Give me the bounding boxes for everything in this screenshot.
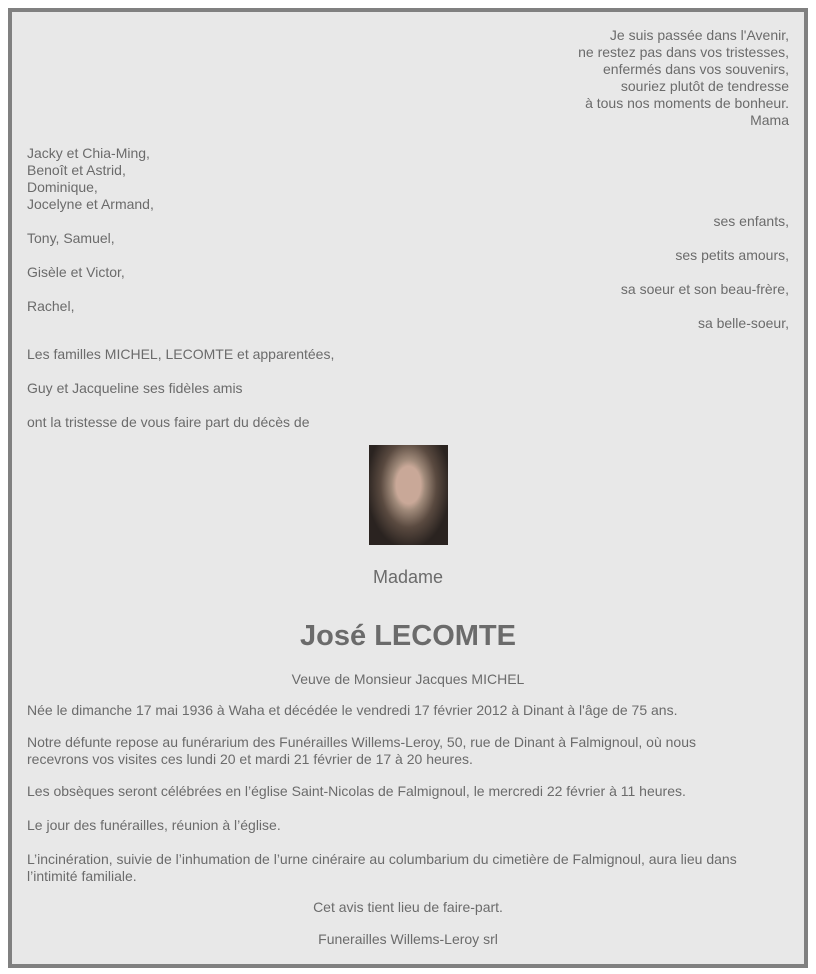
announcement-line: ont la tristesse de vous faire part du décès de [27, 414, 310, 430]
family-name: Gisèle et Victor, [27, 264, 125, 280]
family-name: Benoît et Astrid, [27, 162, 126, 178]
birth-death-paragraph: Née le dimanche 17 mai 1936 à Waha et décédée le vendredi 17 février 2012 à Dinant à l'âge de 75 ans. [27, 702, 678, 718]
poem-line: souriez plutôt de tendresse [620, 78, 789, 94]
families-line: Les familles MICHEL, LECOMTE et apparentées, [27, 346, 335, 362]
poem-line: à tous nos moments de bonheur. [585, 95, 789, 111]
family-name: Jacky et Chia-Ming, [27, 145, 150, 161]
role-label: ses petits amours, [675, 247, 789, 263]
poem-line: Je suis passée dans l'Avenir, [609, 27, 789, 43]
family-name: Jocelyne et Armand, [27, 196, 154, 212]
funeral-company: Funerailles Willems-Leroy srl [318, 931, 498, 947]
family-name: Rachel, [27, 298, 75, 314]
gathering-paragraph: Le jour des funérailles, réunion à l’église. [27, 817, 281, 833]
family-name: Tony, Samuel, [27, 230, 115, 246]
role-label: ses enfants, [713, 213, 789, 229]
poem [578, 27, 789, 129]
family-name: Dominique, [27, 179, 98, 195]
friends-line: Guy et Jacqueline ses fidèles amis [27, 380, 243, 396]
deceased-photo [369, 445, 448, 545]
deceased-title: Madame [372, 567, 444, 587]
role-label: sa soeur et son beau-frère, [620, 281, 789, 297]
footer-note: Cet avis tient lieu de faire-part. [313, 899, 503, 915]
poem-line: enfermés dans vos souvenirs, [603, 61, 789, 77]
children [27, 145, 154, 213]
role-label: sa belle-soeur, [697, 315, 789, 331]
poem-line: ne restez pas dans vos tristesses, [578, 44, 789, 60]
funeral-paragraph: Les obsèques seront célébrées en l’église Saint-Nicolas de Falmignoul, le mercredi 22 février à 11 heures. [27, 783, 686, 799]
funerarium-paragraph: Notre défunte repose au funérarium des Funérailles Willems-Leroy, 50, rue de Dinant à Falmignoul, où nous recevrons vos visites ces lundi 20 et mardi 21 février de 17 à 20 heures. [27, 734, 696, 767]
cremation-paragraph: L’incinération, suivie de l’inhumation de l’urne cinéraire au columbarium du cimetière de Falmignoul, aura lieu dans l’intimité familiale. [27, 851, 737, 884]
widow-line: Veuve de Monsieur Jacques MICHEL [291, 671, 525, 687]
deceased-name: José LECOMTE [300, 620, 516, 652]
poem-signature: Mama [750, 112, 789, 128]
